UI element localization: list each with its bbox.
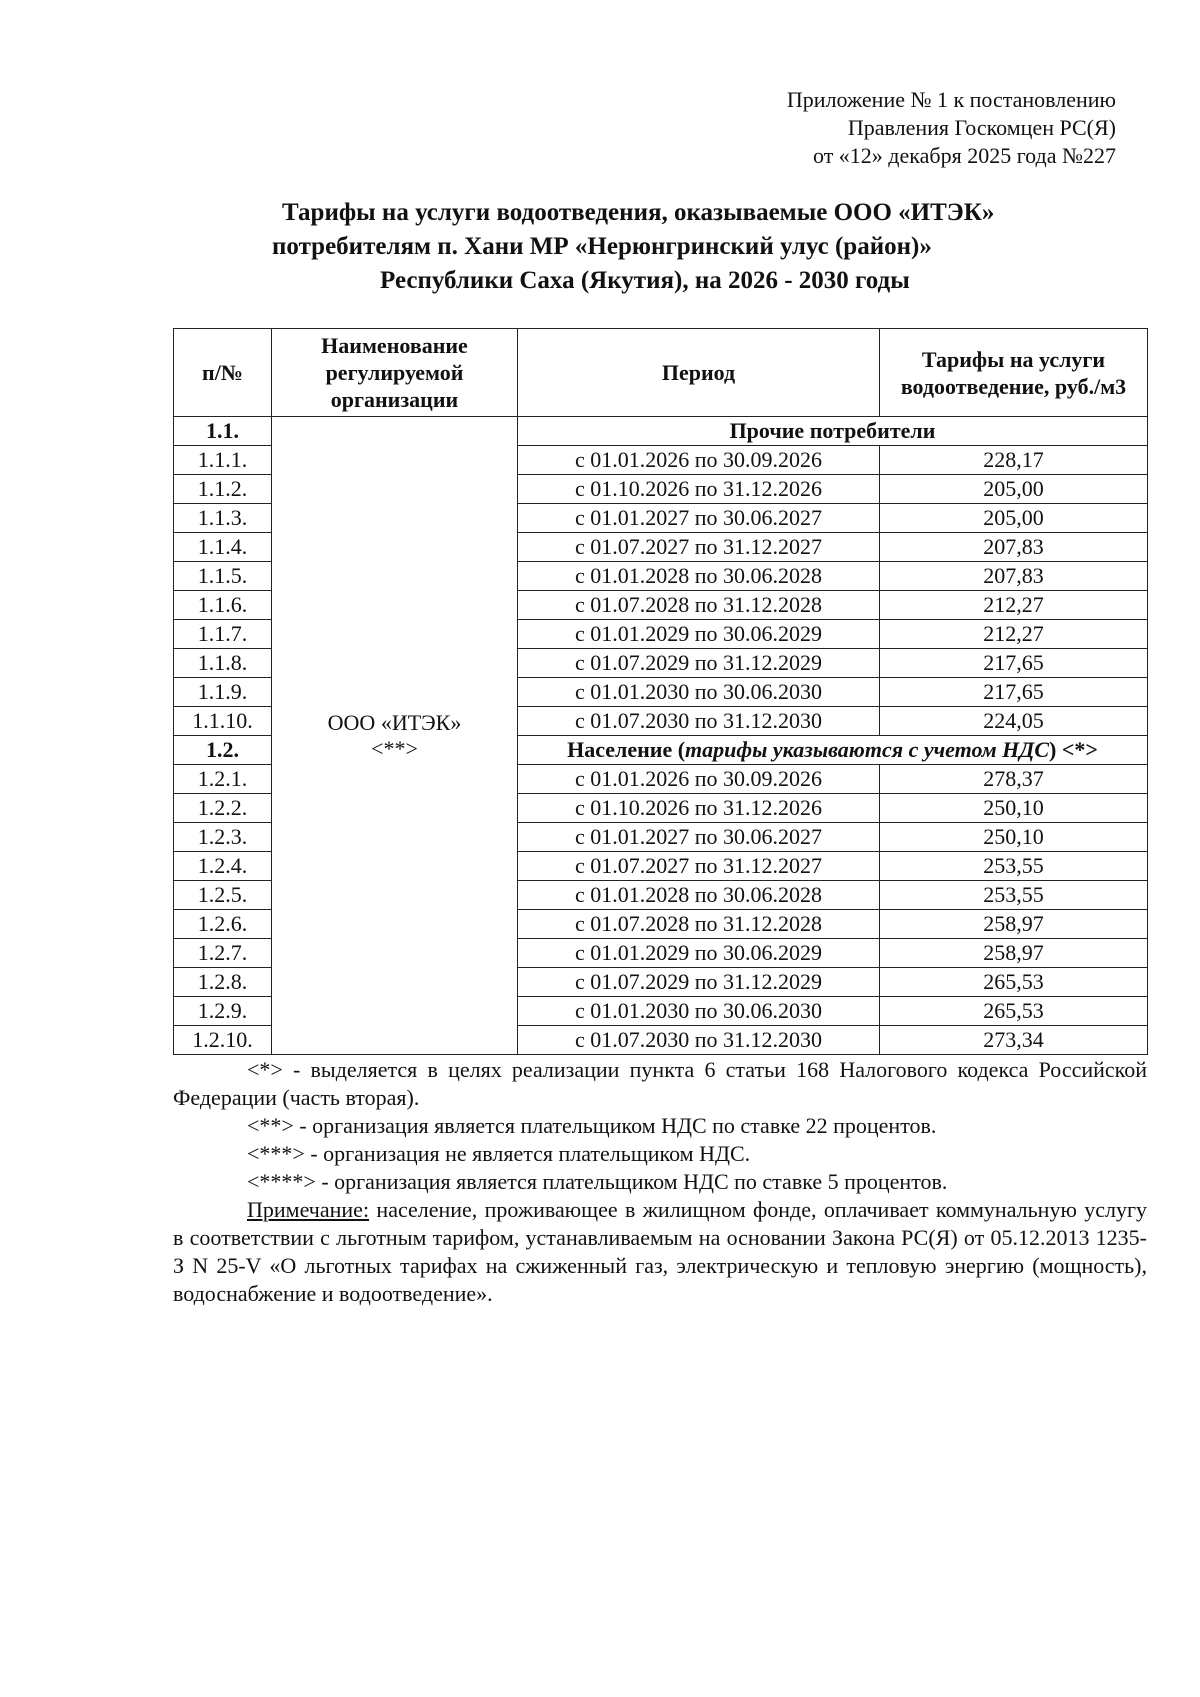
title-line-2: потребителям п. Хани МР «Нерюнгринский улус (район)» xyxy=(272,233,932,260)
header-org: Наименование регулируемой организации xyxy=(272,329,518,417)
row-period: с 01.07.2027 по 31.12.2027 xyxy=(518,852,880,881)
footnote-vat-22: <**> - организация является плательщиком НДС по ставке 22 процентов. xyxy=(247,1113,937,1138)
row-tariff: 217,65 xyxy=(880,678,1148,707)
row-tariff: 265,53 xyxy=(880,968,1148,997)
row-num: 1.1.8. xyxy=(174,649,272,678)
org-note: <**> xyxy=(371,735,418,761)
document-title xyxy=(0,196,1200,298)
row-tariff: 273,34 xyxy=(880,1026,1148,1055)
row-period: с 01.01.2029 по 30.06.2029 xyxy=(518,620,880,649)
row-num: 1.2.7. xyxy=(174,939,272,968)
org-name: ООО «ИТЭК» xyxy=(327,709,462,735)
row-tariff: 250,10 xyxy=(880,794,1148,823)
row-num: 1.1.3. xyxy=(174,504,272,533)
row-period: с 01.10.2026 по 31.12.2026 xyxy=(518,794,880,823)
row-period: с 01.01.2030 по 30.06.2030 xyxy=(518,678,880,707)
row-num: 1.1.5. xyxy=(174,562,272,591)
appendix-line-1: Приложение № 1 к постановлению xyxy=(786,87,1116,112)
table-header-row xyxy=(174,329,1148,417)
header-tariff: Тарифы на услуги водоотведение, руб./м3 xyxy=(880,329,1148,417)
row-num: 1.1.7. xyxy=(174,620,272,649)
footnotes xyxy=(173,1056,1147,1308)
row-tariff: 205,00 xyxy=(880,504,1148,533)
row-tariff: 258,97 xyxy=(880,939,1148,968)
row-tariff: 265,53 xyxy=(880,997,1148,1026)
row-num: 1.1.4. xyxy=(174,533,272,562)
group-label: Прочие потребители xyxy=(518,417,1148,446)
title-line-1: Тарифы на услуги водоотведения, оказываемые ООО «ИТЭК» xyxy=(282,199,995,226)
row-period: с 01.07.2029 по 31.12.2029 xyxy=(518,649,880,678)
row-tariff: 253,55 xyxy=(880,852,1148,881)
row-period: с 01.01.2028 по 30.06.2028 xyxy=(518,562,880,591)
row-period: с 01.10.2026 по 31.12.2026 xyxy=(518,475,880,504)
row-period: с 01.07.2030 по 31.12.2030 xyxy=(518,1026,880,1055)
row-tariff: 258,97 xyxy=(880,910,1148,939)
row-num: 1.2.5. xyxy=(174,881,272,910)
group-row-other-consumers xyxy=(174,417,1148,446)
group-label-prefix: Население ( xyxy=(567,737,686,762)
row-period: с 01.01.2026 по 30.09.2026 xyxy=(518,446,880,475)
group-label-italic: тарифы указываются с учетом НДС xyxy=(685,737,1049,762)
row-period: с 01.01.2027 по 30.06.2027 xyxy=(518,823,880,852)
row-num: 1.2.9. xyxy=(174,997,272,1026)
group-label xyxy=(518,736,1148,765)
group-num: 1.2. xyxy=(174,736,272,765)
tariff-table xyxy=(173,328,1148,1055)
remark-text: население, проживающее в жилищном фонде, оплачивает коммунальную услугу в соответствии с льготным тарифом, устанавливаемым на основании Закона РС(Я) от 05.12.2013 1235-З N 25-V «О льготных тарифах на сжиженный газ, электрическую и тепловую энергию (мощность), водоснабжение и водоотведение». xyxy=(173,1197,1147,1306)
row-num: 1.2.3. xyxy=(174,823,272,852)
appendix-line-2: Правления Госкомцен РС(Я) xyxy=(847,115,1116,140)
header-period: Период xyxy=(518,329,880,417)
row-period: с 01.07.2028 по 31.12.2028 xyxy=(518,591,880,620)
group-num: 1.1. xyxy=(174,417,272,446)
header-num: п/№ xyxy=(174,329,272,417)
remark-label: Примечание: xyxy=(247,1197,370,1222)
row-num: 1.1.2. xyxy=(174,475,272,504)
row-num: 1.2.8. xyxy=(174,968,272,997)
row-period: с 01.01.2027 по 30.06.2027 xyxy=(518,504,880,533)
row-period: с 01.07.2027 по 31.12.2027 xyxy=(518,533,880,562)
footnote-no-vat: <***> - организация не является плательщиком НДС. xyxy=(247,1141,751,1166)
row-tariff: 224,05 xyxy=(880,707,1148,736)
row-num: 1.1.9. xyxy=(174,678,272,707)
row-tariff: 207,83 xyxy=(880,562,1148,591)
row-tariff: 278,37 xyxy=(880,765,1148,794)
row-num: 1.1.1. xyxy=(174,446,272,475)
footnote-vat-allocation: <*> - выделяется в целях реализации пункта 6 статьи 168 Налогового кодекса Российской Федерации (часть вторая). xyxy=(173,1057,1147,1110)
row-num: 1.2.10. xyxy=(174,1026,272,1055)
row-tariff: 228,17 xyxy=(880,446,1148,475)
row-period: с 01.01.2028 по 30.06.2028 xyxy=(518,881,880,910)
row-tariff: 212,27 xyxy=(880,620,1148,649)
row-period: с 01.01.2030 по 30.06.2030 xyxy=(518,997,880,1026)
row-tariff: 212,27 xyxy=(880,591,1148,620)
appendix-header xyxy=(787,86,1116,170)
row-tariff: 250,10 xyxy=(880,823,1148,852)
row-tariff: 217,65 xyxy=(880,649,1148,678)
group-label-suffix: ) <*> xyxy=(1049,737,1098,762)
row-period: с 01.01.2029 по 30.06.2029 xyxy=(518,939,880,968)
row-period: с 01.01.2026 по 30.09.2026 xyxy=(518,765,880,794)
row-num: 1.2.2. xyxy=(174,794,272,823)
row-period: с 01.07.2028 по 31.12.2028 xyxy=(518,910,880,939)
remark-paragraph xyxy=(173,1196,1147,1308)
row-tariff: 253,55 xyxy=(880,881,1148,910)
row-period: с 01.07.2030 по 31.12.2030 xyxy=(518,707,880,736)
row-num: 1.2.6. xyxy=(174,910,272,939)
row-num: 1.2.1. xyxy=(174,765,272,794)
org-cell xyxy=(272,417,518,1055)
row-num: 1.1.6. xyxy=(174,591,272,620)
row-period: с 01.07.2029 по 31.12.2029 xyxy=(518,968,880,997)
row-tariff: 205,00 xyxy=(880,475,1148,504)
table-body xyxy=(174,417,1148,1055)
title-line-3: Республики Саха (Якутия), на 2026 - 2030 годы xyxy=(380,267,910,294)
row-tariff: 207,83 xyxy=(880,533,1148,562)
footnote-vat-5: <****> - организация является плательщиком НДС по ставке 5 процентов. xyxy=(247,1169,948,1194)
row-num: 1.1.10. xyxy=(174,707,272,736)
row-num: 1.2.4. xyxy=(174,852,272,881)
appendix-line-3: от «12» декабря 2025 года №227 xyxy=(812,143,1116,168)
